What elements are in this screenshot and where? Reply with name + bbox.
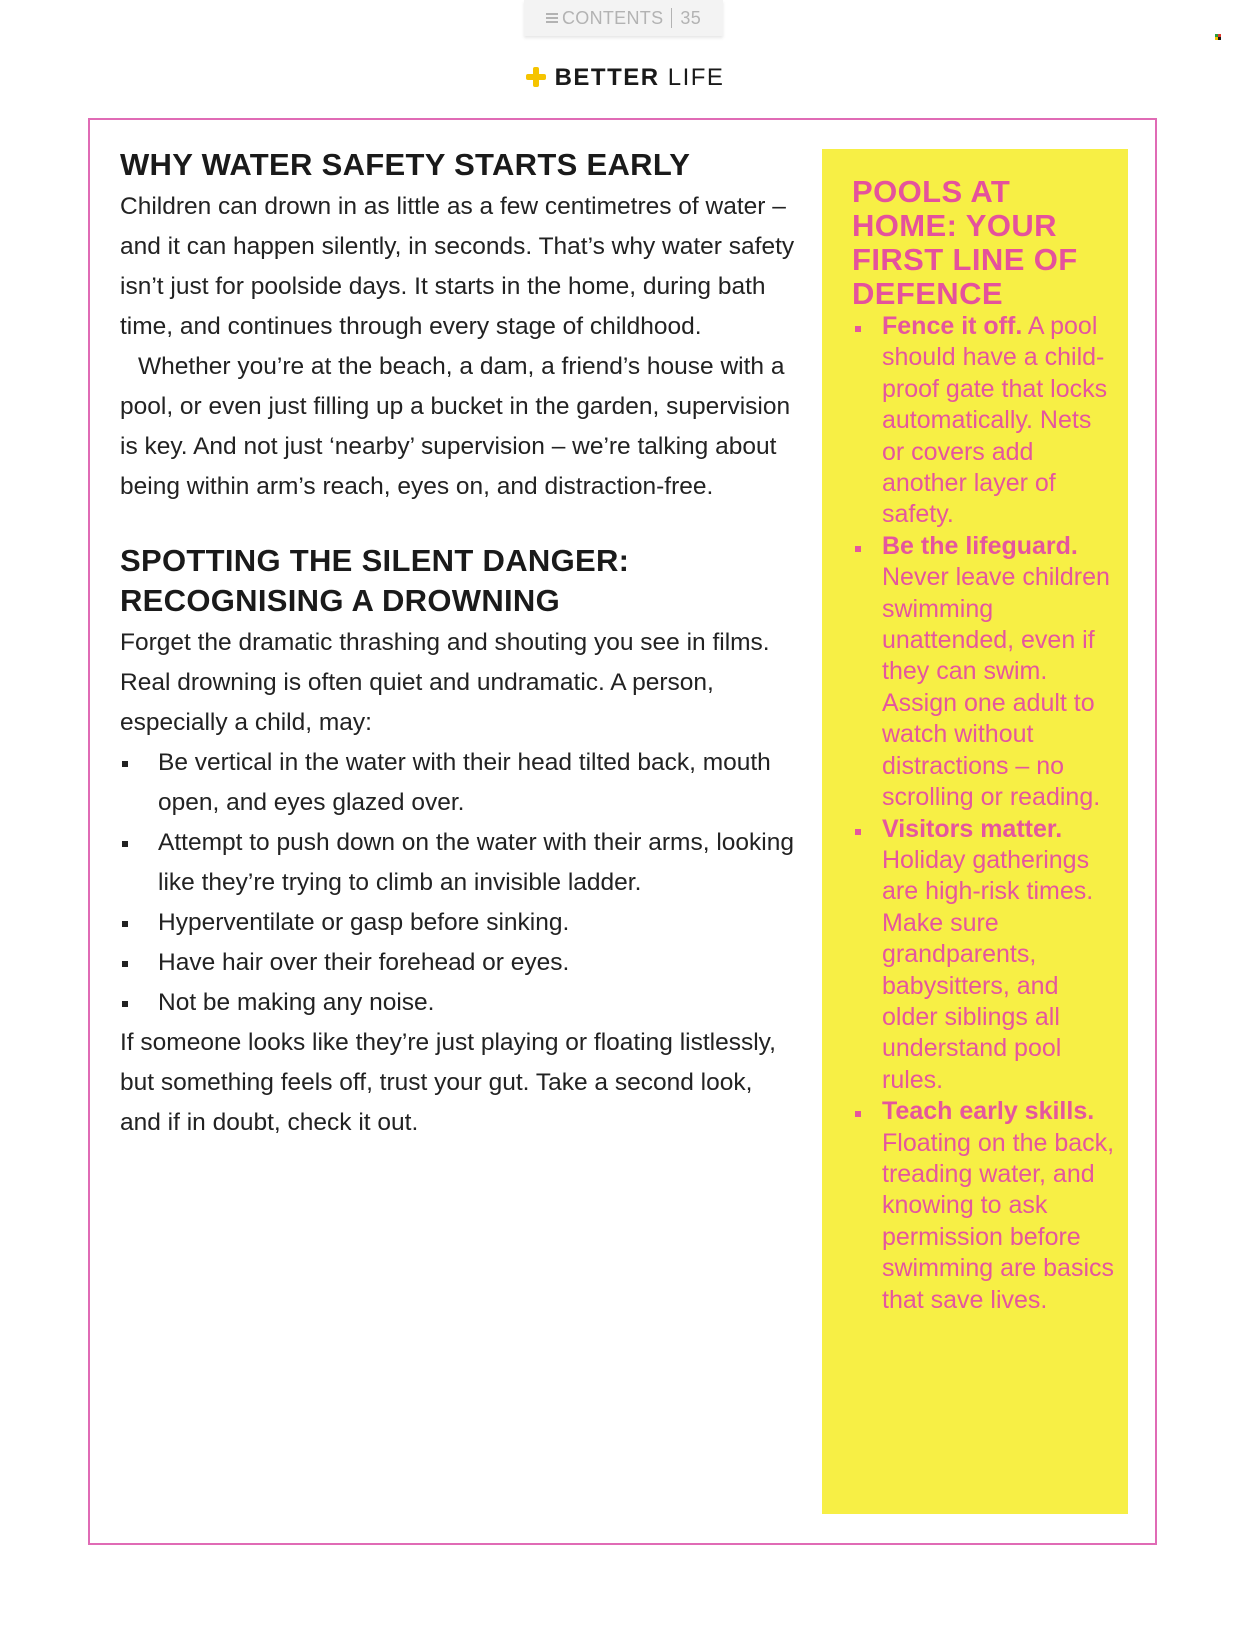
heading-silent-danger (120, 541, 800, 621)
sidebar-list (852, 311, 1116, 1316)
paragraph-supervision: Whether you’re at the beach, a dam, a friend’s house with a pool, or even just filling up a bucket in the garden, supervision is key. And not just ‘nearby’ supervision – we’re talking about being within arm’s reach, eyes on, and distraction-free. (120, 353, 791, 500)
page-number: 35 (680, 7, 702, 28)
heading-water-safety: WHY WATER SAFETY STARTS EARLY (120, 147, 691, 182)
plus-icon (526, 67, 546, 87)
paragraph-intro: Children can drown in as little as a few centimetres of water – and it can happen silently, in seconds. That’s why water safety isn’t just for poolside days. It starts in the home, during bath time, and continues through every stage of childhood. (120, 193, 795, 340)
item-lead: Be the lifeguard. (882, 531, 1078, 560)
list-item: Attempt to push down on the water with their arms, looking like they’re trying to climb an invisible ladder. (120, 823, 800, 903)
sidebar-heading: POOLS AT HOME: YOUR FIRST LINE OF DEFENCE (852, 174, 1078, 311)
list-item: Be vertical in the water with their head tilted back, mouth open, and eyes glazed over. (120, 743, 800, 823)
heading-line: RECOGNISING A DROWNING (120, 583, 561, 618)
list-item (852, 1096, 1116, 1316)
list-item (852, 531, 1116, 814)
list-item: Have hair over their forehead or eyes. (120, 943, 800, 983)
paragraph-drowning: Forget the dramatic thrashing and shouting you see in films. Real drowning is often quiet and undramatic. A person, especially a child, may: (120, 629, 770, 736)
list-item: Not be making any noise. (120, 983, 800, 1023)
item-lead: Fence it off. (882, 312, 1023, 340)
section-title-bold: BETTER (554, 64, 660, 91)
drowning-signs-list (120, 743, 800, 1023)
item-lead: Visitors matter. (882, 814, 1063, 843)
list-item (852, 814, 1116, 1097)
list-item (852, 311, 1116, 531)
heading-line: SPOTTING THE SILENT DANGER: (120, 543, 630, 578)
list-item: Hyperventilate or gasp before sinking. (120, 903, 800, 943)
contents-button[interactable] (524, 0, 723, 36)
pools-sidebar (822, 149, 1128, 1514)
section-header (0, 64, 1250, 92)
menu-icon (546, 11, 558, 25)
item-text: Never leave children swimming unattended, even if they can swim. Assign one adult to watch without distractions – no scrolling or reading. (882, 563, 1110, 812)
paragraph-trust-gut: If someone looks like they’re just playing or floating listlessly, but something feels off, trust your gut. Take a second look, and if in doubt, check it out. (120, 1029, 776, 1136)
section-title-light: LIFE (667, 64, 725, 91)
item-text: Holiday gatherings are high-risk times. Make sure grandparents, babysitters, and older siblings all understand pool rules. (882, 845, 1094, 1094)
item-text: Floating on the back, treading water, and knowing to ask permission before swimming are basics that save lives. (882, 1128, 1115, 1314)
divider (671, 8, 672, 28)
contents-label: CONTENTS (561, 7, 664, 28)
article-main (120, 145, 800, 1143)
item-text: A pool should have a child-proof gate that locks automatically. Nets or covers add another layer of safety. (882, 312, 1108, 529)
item-lead: Teach early skills. (882, 1097, 1095, 1126)
corner-mark-icon (1215, 34, 1222, 39)
